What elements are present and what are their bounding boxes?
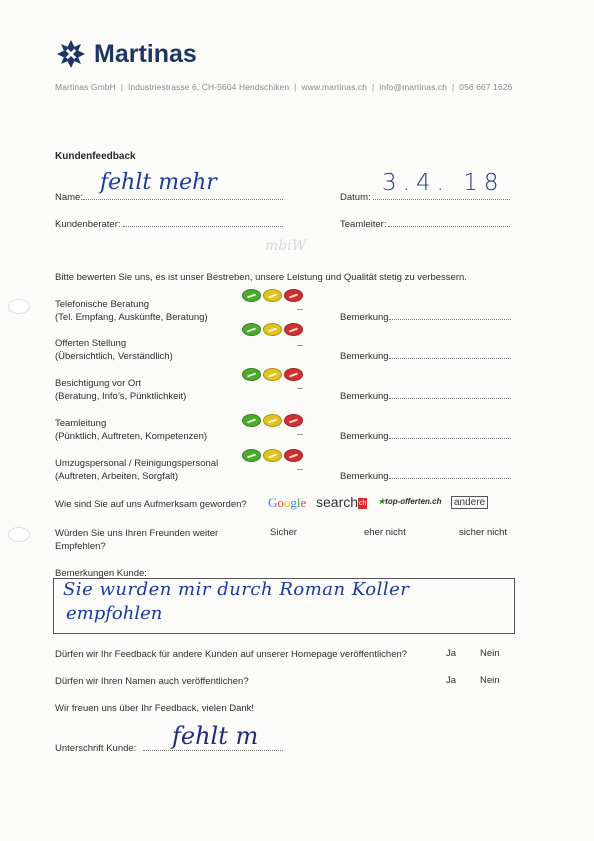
punch-hole — [8, 527, 30, 542]
category-subtitle: (Pünktlich, Auftreten, Kompetenzen) — [55, 431, 208, 442]
rating-icons[interactable] — [242, 323, 303, 336]
tick-mark — [297, 309, 303, 310]
source-andere[interactable]: andere — [451, 496, 488, 509]
name-line — [83, 199, 283, 200]
teamleiter-label: Teamleiter: — [340, 219, 387, 230]
rating-good-icon[interactable] — [242, 323, 261, 336]
rating-bad-icon[interactable] — [284, 368, 303, 381]
rating-bad-icon[interactable] — [284, 289, 303, 302]
rating-icons[interactable] — [242, 289, 303, 302]
category-title: Telefonische Beratung — [55, 299, 150, 310]
rating-intro: Bitte bewerten Sie uns, es ist unser Bestreben, unsere Leistung und Qualität stetig zu verbessern. — [55, 272, 467, 283]
tick-mark — [297, 345, 303, 346]
faint-mark: mbiW — [265, 238, 307, 254]
rating-bad-icon[interactable] — [284, 449, 303, 462]
source-topofferten[interactable] — [378, 497, 441, 506]
rating-icons[interactable] — [242, 368, 303, 381]
rating-neutral-icon[interactable] — [263, 414, 282, 427]
rating-good-icon[interactable] — [242, 289, 261, 302]
recommend-question-cont: Empfehlen? — [55, 541, 106, 552]
tick-mark — [297, 388, 303, 389]
rating-good-icon[interactable] — [242, 449, 261, 462]
tick-mark — [297, 434, 303, 435]
option-sicher[interactable]: Sicher — [270, 527, 297, 538]
punch-hole — [8, 299, 30, 314]
rating-icons[interactable] — [242, 414, 303, 427]
rating-icons[interactable] — [242, 449, 303, 462]
thanks-text: Wir freuen uns über Ihr Feedback, vielen Dank! — [55, 703, 255, 714]
category-subtitle: (Übersichtlich, Verständlich) — [55, 351, 173, 362]
remark-label: Bemerkung — [340, 351, 389, 362]
signature-label: Unterschrift Kunde: — [55, 743, 137, 754]
comment-line-2: empfohlen — [66, 603, 163, 624]
martinas-logo-icon — [55, 38, 87, 70]
name-label: Name: — [55, 192, 83, 203]
publish-yes[interactable]: Ja — [446, 648, 457, 659]
category-title: Teamleitung — [55, 418, 107, 429]
remark-label: Bemerkung — [340, 391, 389, 402]
publish-no[interactable]: Nein — [480, 648, 500, 659]
signature-value: fehlt m — [172, 722, 259, 750]
datum-line — [373, 199, 510, 200]
name-publish-no[interactable]: Nein — [480, 675, 500, 686]
remark-label: Bemerkung — [340, 312, 389, 323]
attention-question: Wie sind Sie auf uns Aufmerksam geworden? — [55, 499, 247, 510]
company-info: Martinas GmbH | Industriestrasse 6, CH-5604 Hendschiken | www.martinas.ch | info@martinas.ch | 056 667 1626 — [55, 82, 513, 92]
rating-bad-icon[interactable] — [284, 323, 303, 336]
rating-neutral-icon[interactable] — [263, 449, 282, 462]
name-publish-question: Dürfen wir Ihren Namen auch veröffentlichen? — [55, 676, 249, 687]
remark-label: Bemerkung — [340, 471, 389, 482]
option-eher-nicht[interactable]: eher nicht — [364, 527, 406, 538]
rating-neutral-icon[interactable] — [263, 368, 282, 381]
kundenberater-line[interactable] — [123, 226, 283, 227]
datum-value[interactable]: 3.4. 18 — [382, 170, 505, 196]
remark-line[interactable] — [389, 358, 511, 359]
publish-question: Dürfen wir Ihr Feedback für andere Kunden auf unserer Homepage veröffentlichen? — [55, 649, 408, 660]
search-text: search — [316, 494, 359, 510]
name-publish-yes[interactable]: Ja — [446, 675, 457, 686]
category-title: Umzugspersonal / Reinigungspersonal — [55, 458, 219, 469]
signature-line[interactable] — [143, 750, 283, 751]
brand-name: Martinas — [94, 40, 197, 68]
rating-good-icon[interactable] — [242, 368, 261, 381]
comments-label: Bemerkungen Kunde: — [55, 568, 147, 579]
name-value[interactable]: fehlt mehr — [100, 170, 217, 195]
remark-line[interactable] — [389, 478, 511, 479]
category-title: Besichtigung vor Ort — [55, 378, 142, 389]
star-icon: ★ — [378, 497, 386, 506]
rating-neutral-icon[interactable] — [263, 323, 282, 336]
option-sicher-nicht[interactable]: sicher nicht — [459, 527, 508, 538]
kundenberater-label: Kundenberater: — [55, 219, 121, 230]
search-badge: ch — [359, 499, 367, 507]
category-title: Offerten Stellung — [55, 338, 127, 349]
remark-line[interactable] — [389, 319, 511, 320]
category-subtitle: (Beratung, Info’s, Pünktlichkeit) — [55, 391, 187, 402]
category-subtitle: (Tel. Empfang, Auskünfte, Beratung) — [55, 312, 208, 323]
rating-neutral-icon[interactable] — [263, 289, 282, 302]
source-google[interactable]: Google — [268, 495, 307, 510]
category-subtitle: (Auftreten, Arbeiten, Sorgfalt) — [55, 471, 179, 482]
remark-line[interactable] — [389, 438, 511, 439]
recommend-question: Würden Sie uns Ihren Freunden weiter — [55, 528, 219, 539]
rating-bad-icon[interactable] — [284, 414, 303, 427]
remark-label: Bemerkung — [340, 431, 389, 442]
rating-good-icon[interactable] — [242, 414, 261, 427]
datum-label: Datum: — [340, 192, 371, 203]
topofferten-text: top-offerten.ch — [385, 497, 442, 506]
teamleiter-line[interactable] — [388, 226, 510, 227]
remark-line[interactable] — [389, 398, 511, 399]
tick-mark — [297, 469, 303, 470]
comment-line-1: Sie wurden mir durch Roman Koller — [63, 579, 410, 600]
source-search[interactable] — [316, 494, 367, 510]
form-title: Kundenfeedback — [55, 151, 136, 162]
